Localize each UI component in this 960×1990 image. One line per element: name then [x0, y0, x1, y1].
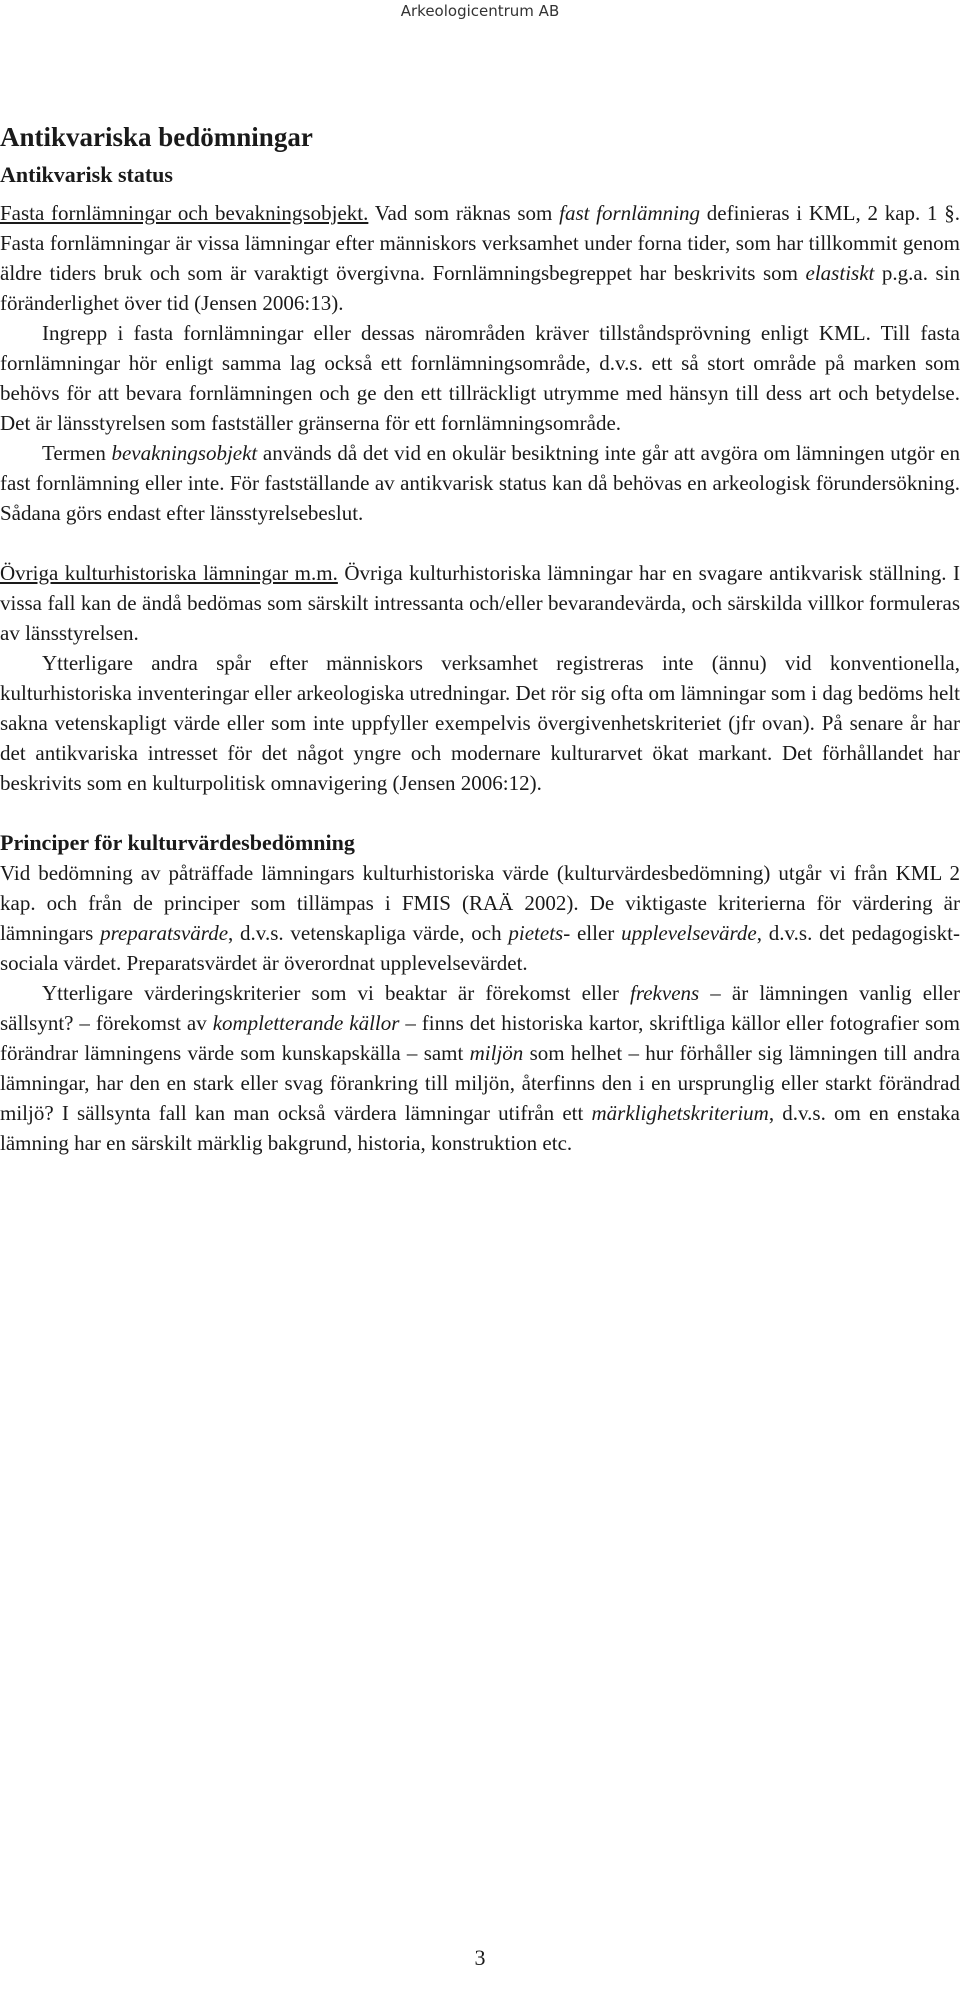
paragraph-varderingskriterier: Ytterligare värderingskriterier som vi beaktar är förekomst eller frekvens – är lämningen vanlig eller sällsynt? – förekomst av kompletterande källor – finns det historiska kartor, skriftliga källor eller fotografier som förändrar lämningens värde som kunskapskälla – samt miljön som helhet – hur förhåller sig lämningen till andra lämningar, har den en stark eller svag förankring till miljön, återfinns den i en ursprunglig eller starkt förändrad miljö? I sällsynta fall kan man också värdera lämningar utifrån ett märklighetskriterium, d.v.s. om en enstaka lämning har en särskilt märklig bakgrund, historia, konstruktion etc.: [0, 981, 960, 1155]
paragraph-bevakningsobjekt: Termen bevakningsobjekt används då det vid en okulär besiktning inte går att avgöra om lämningen utgör en fast fornlämning eller inte. För fastställande av antikvarisk status kan då behövas en arkeologisk förundersökning. Sådana görs endast efter länsstyrelsebeslut.: [0, 441, 960, 525]
paragraph-lead: Övriga kulturhistoriska lämningar m.m.: [0, 561, 338, 585]
paragraph-ytterligare-spar: Ytterligare andra spår efter människors verksamhet registreras inte (ännu) vid konventionella, kulturhistoriska inventeringar eller arkeologiska utredningar. Det rör sig ofta om lämningar som i dag bedöms helt sakna vetenskapligt värde eller som inte uppfyller exempelvis övergivenhetskriteriet (jfr ovan). På senare år har det antikvariska intresset för det något yngre och modernare kulturarvet ökat markant. Det förhållandet har beskrivits som en kulturpolitisk omnavigering (Jensen 2006:12).: [0, 651, 960, 795]
paragraph-ingrepp: Ingrepp i fasta fornlämningar eller dessas närområden kräver tillståndsprövning enligt KML. Till fasta fornlämningar hör enligt samma lag också ett fornlämningsområde, d.v.s. ett så stort område på marken som behövs för att bevara fornlämningen och ge den ett tillräckligt utrymme med hänsyn till dess art och betydelse. Det är länsstyrelsen som fastställer gränserna för ett fornlämningsområde.: [0, 321, 960, 435]
paragraph-bedomning: Vid bedömning av påträffade lämningars kulturhistoriska värde (kulturvärdesbedömning) utgår vi från KML 2 kap. och från de principer som tillämpas i FMIS (RAÄ 2002). De viktigaste kriterierna för värdering är lämningars preparatsvärde, d.v.s. vetenskapliga värde, och pietets- eller upplevelsevärde, d.v.s. det pedagogiskt-sociala värdet. Preparatsvärdet är överordnat upplevelsevärdet.: [0, 861, 960, 975]
page-number: 3: [474, 1945, 486, 1970]
paragraph-fasta-fornlamningar: Fasta fornlämningar och bevakningsobjekt. Vad som räknas som fast fornlämning definieras i KML, 2 kap. 1 §. Fasta fornlämningar är vissa lämningar efter människors verksamhet under forna tider, som har tillkommit genom äldre tiders bruk och som är varaktigt övergivna. Fornlämningsbegreppet har beskrivits som elastiskt p.g.a. sin föränderlighet över tid (Jensen 2006:13).: [0, 201, 960, 315]
paragraph-ovriga-lamningar: Övriga kulturhistoriska lämningar m.m. Övriga kulturhistoriska lämningar har en svagare antikvarisk ställning. I vissa fall kan de ändå bedömas som särskilt intressanta och/eller bevarandevärda, och särskilda villkor formuleras av länsstyrelsen.: [0, 561, 960, 645]
document-body: [0, 122, 960, 1158]
section-subtitle: Antikvarisk status: [0, 162, 173, 187]
section-title: Antikvariska bedömningar: [0, 122, 313, 152]
principles-heading: Principer för kulturvärdesbedömning: [0, 830, 355, 855]
paragraph-lead: Fasta fornlämningar och bevakningsobjekt.: [0, 201, 369, 225]
page-header: Arkeologicentrum AB: [400, 2, 560, 20]
